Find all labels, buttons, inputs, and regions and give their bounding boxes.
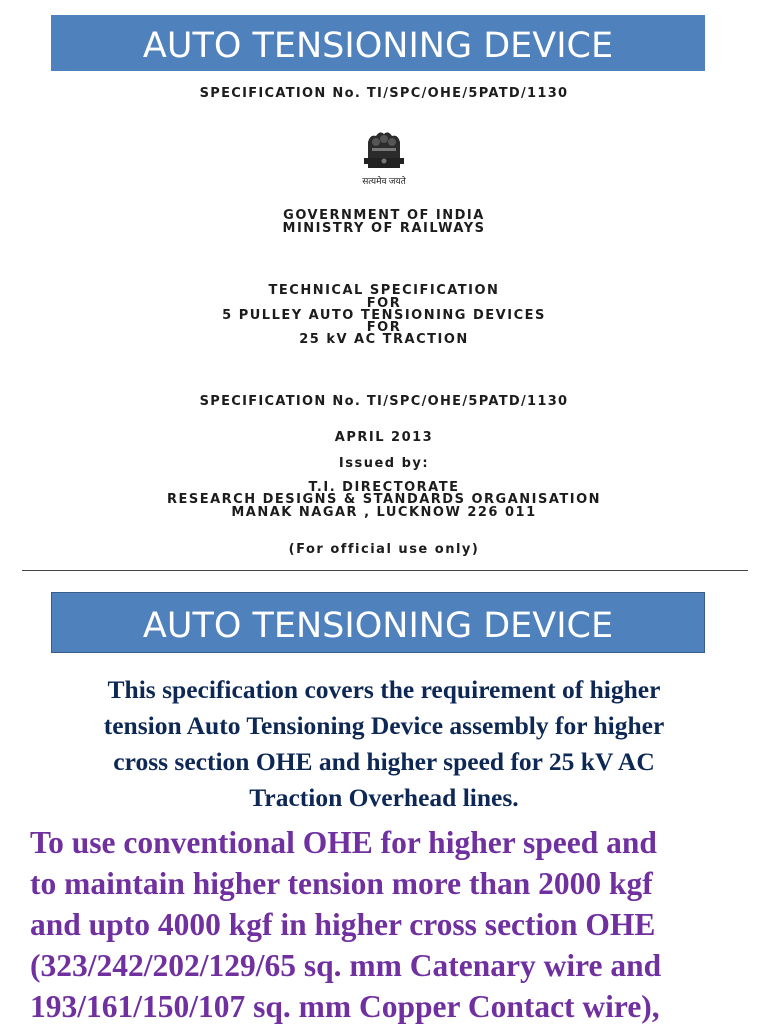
issue-date: APRIL 2013	[334, 430, 434, 445]
description-line-1: This specification covers the requirement of higher	[107, 675, 661, 704]
issued-by-label: Issued by:	[338, 456, 430, 471]
description-paragraph	[40, 672, 728, 816]
description-line-2: tension Auto Tensioning Device assembly for higher	[103, 711, 665, 740]
slide1-banner: AUTO TENSIONING DEVICE	[51, 15, 705, 71]
title-line-4: FOR	[366, 320, 402, 335]
objective-line-1: To use conventional OHE for higher speed and	[30, 825, 657, 860]
emblem-caption: सत्यमेव जयते	[362, 176, 406, 186]
org-line-1: T.I. DIRECTORATE	[308, 480, 460, 495]
slide2-banner: AUTO TENSIONING DEVICE	[51, 592, 705, 653]
title-line-3: 5 PULLEY AUTO TENSIONING DEVICES	[222, 308, 546, 323]
slide-divider	[22, 570, 748, 571]
objective-line-5: 193/161/150/107 sq. mm Copper Contact wire),	[30, 989, 660, 1024]
gov-line-1: GOVERNMENT OF INDIA	[283, 208, 485, 223]
national-emblem-icon	[354, 128, 414, 176]
official-use-note: (For official use only)	[288, 542, 480, 557]
objective-line-4: (323/242/202/129/65 sq. mm Catenary wire and	[30, 948, 662, 983]
description-line-4: Traction Overhead lines.	[249, 783, 519, 812]
objective-paragraph	[30, 822, 750, 1027]
org-line-3: MANAK NAGAR , LUCKNOW 226 011	[231, 505, 537, 520]
spec-number-top: SPECIFICATION No. TI/SPC/OHE/5PATD/1130	[199, 86, 569, 101]
description-line-3: cross section OHE and higher speed for 25 kV AC	[113, 747, 655, 776]
title-line-1: TECHNICAL SPECIFICATION	[268, 283, 500, 298]
title-line-5: 25 kV AC TRACTION	[299, 332, 469, 347]
title-line-2: FOR	[366, 296, 402, 311]
objective-line-2: to maintain higher tension more than 2000 kgf	[30, 866, 653, 901]
objective-line-3: and upto 4000 kgf in higher cross section OHE	[30, 907, 656, 942]
org-line-2: RESEARCH DESIGNS & STANDARDS ORGANISATION	[166, 492, 602, 507]
spec-number-bottom: SPECIFICATION No. TI/SPC/OHE/5PATD/1130	[199, 394, 569, 409]
gov-line-2: MINISTRY OF RAILWAYS	[282, 221, 486, 236]
